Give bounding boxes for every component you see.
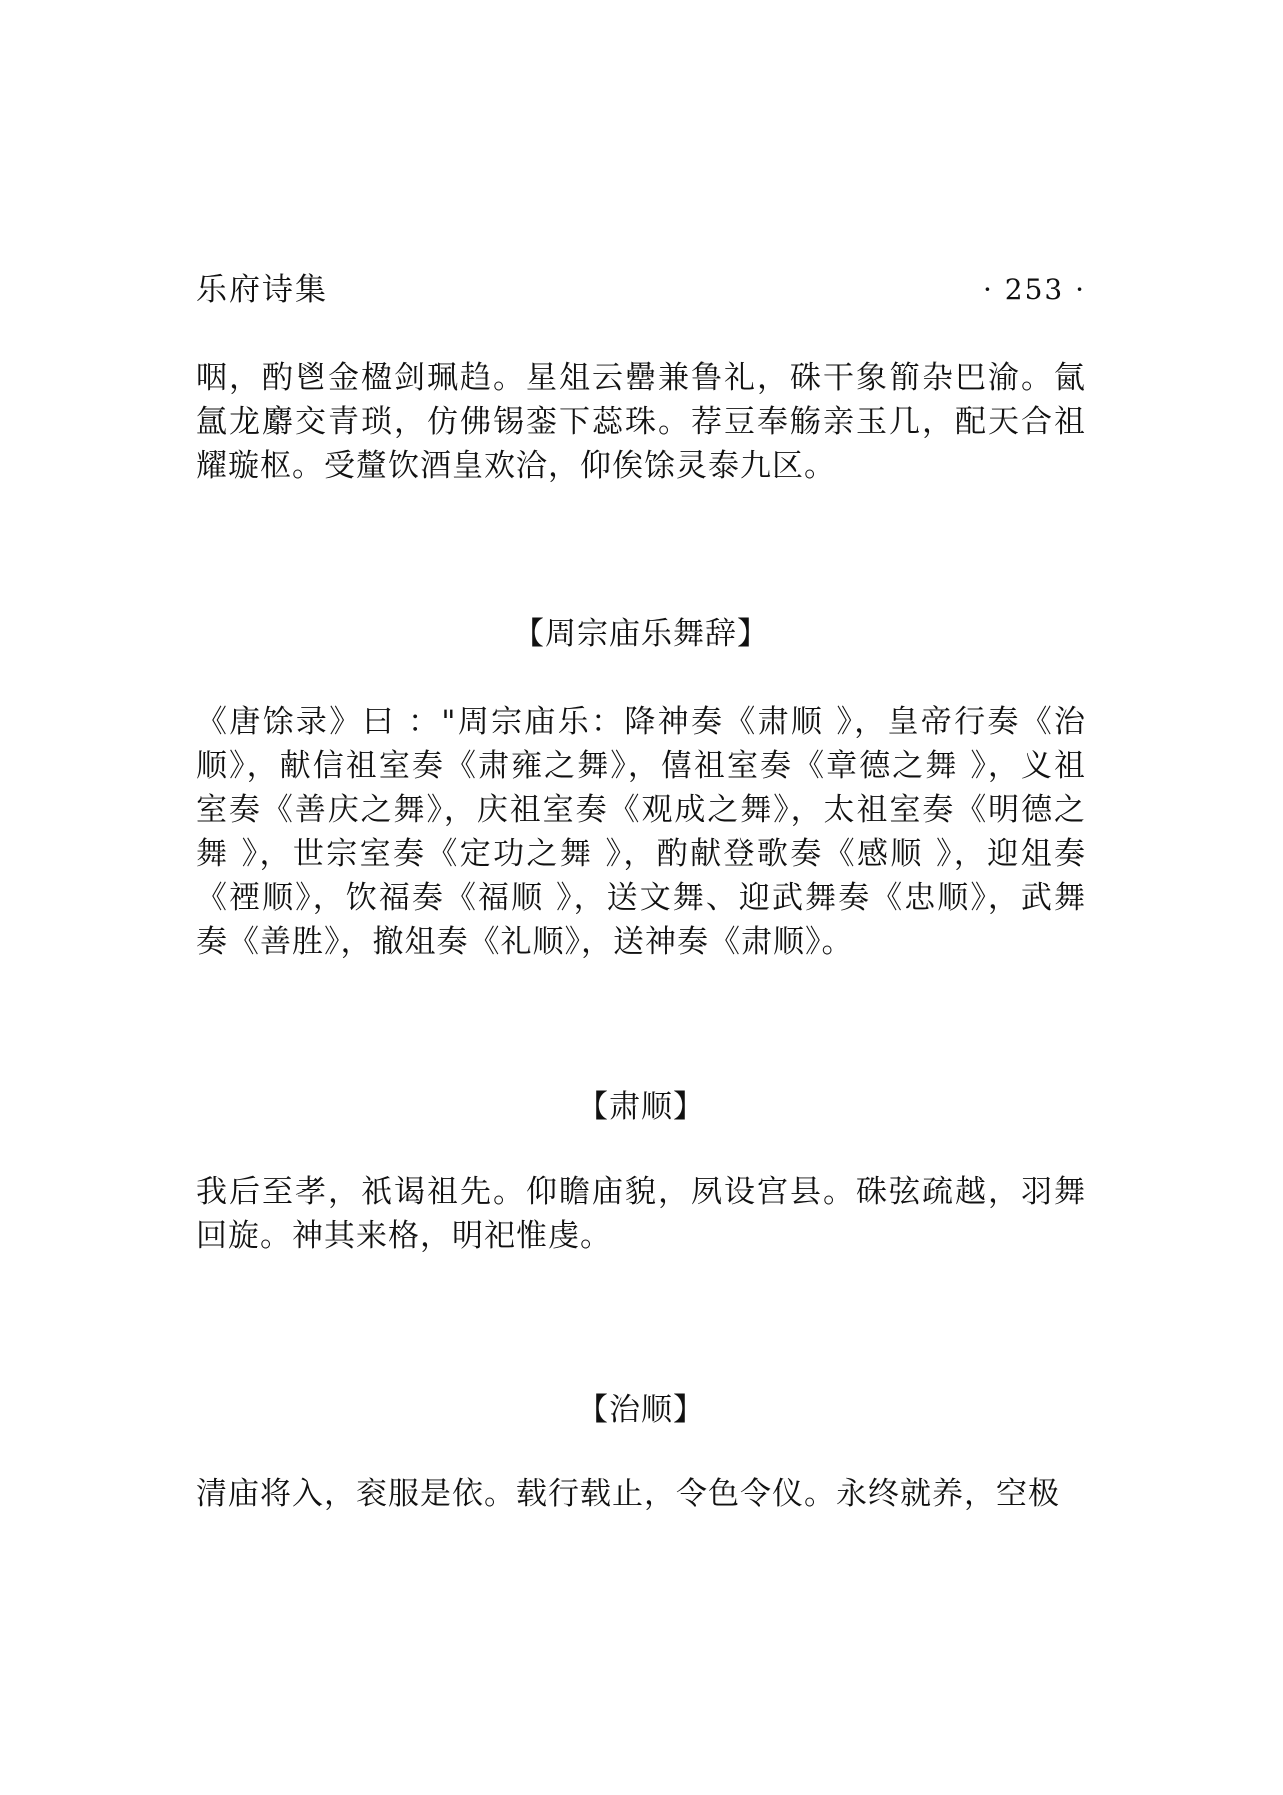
section-heading-su-shun: 【肃顺】 <box>577 1089 705 1125</box>
page-number: · 253 · <box>982 273 1086 306</box>
book-title: 乐府诗集 <box>196 272 328 308</box>
running-header <box>196 268 1086 312</box>
section-heading-zhi-shun: 【治顺】 <box>577 1392 705 1428</box>
document-page <box>196 0 1086 1795</box>
paragraph-zhi-shun-poem: 清庙将入，衮服是依。载行载止，令色令仪。永终就养，空极 <box>196 1476 1060 1512</box>
section-heading-zhou-temple-music: 【周宗庙乐舞辞】 <box>513 616 769 652</box>
paragraph-continued-poem: 咽，酌鬯金楹剑珮趋。星俎云罍兼鲁礼，硃干象箾杂巴渝。氤氲龙麝交青琐，仿佛锡銮下蕊珠。荐豆奉觞亲玉几，配天合祖耀璇枢。受釐饮酒皇欢洽，仰俟馀灵泰九区。 <box>196 360 1086 484</box>
paragraph-su-shun-poem: 我后至孝，祇谒祖先。仰瞻庙貌，夙设宫县。硃弦疏越，羽舞回旋。神其来格，明祀惟虔。 <box>196 1174 1086 1254</box>
paragraph-tang-yu-lu-quote: 《唐馀录》曰 ："周宗庙乐：降神奏《肃顺 》，皇帝行奏《治顺》，献信祖室奏《肃雍之舞》，僖祖室奏《章德之舞 》，义祖室奏《善庆之舞》，庆祖室奏《观成之舞》，太祖室奏《明德之舞 》，世宗室奏《定功之舞 》，酌献登歌奏《感顺 》，迎俎奏《禋顺》，饮福奏《福顺 》，送文舞、迎武舞奏《忠顺》，武舞奏《善胜》，撤俎奏《礼顺》，送神奏《肃顺》。 <box>196 704 1086 960</box>
